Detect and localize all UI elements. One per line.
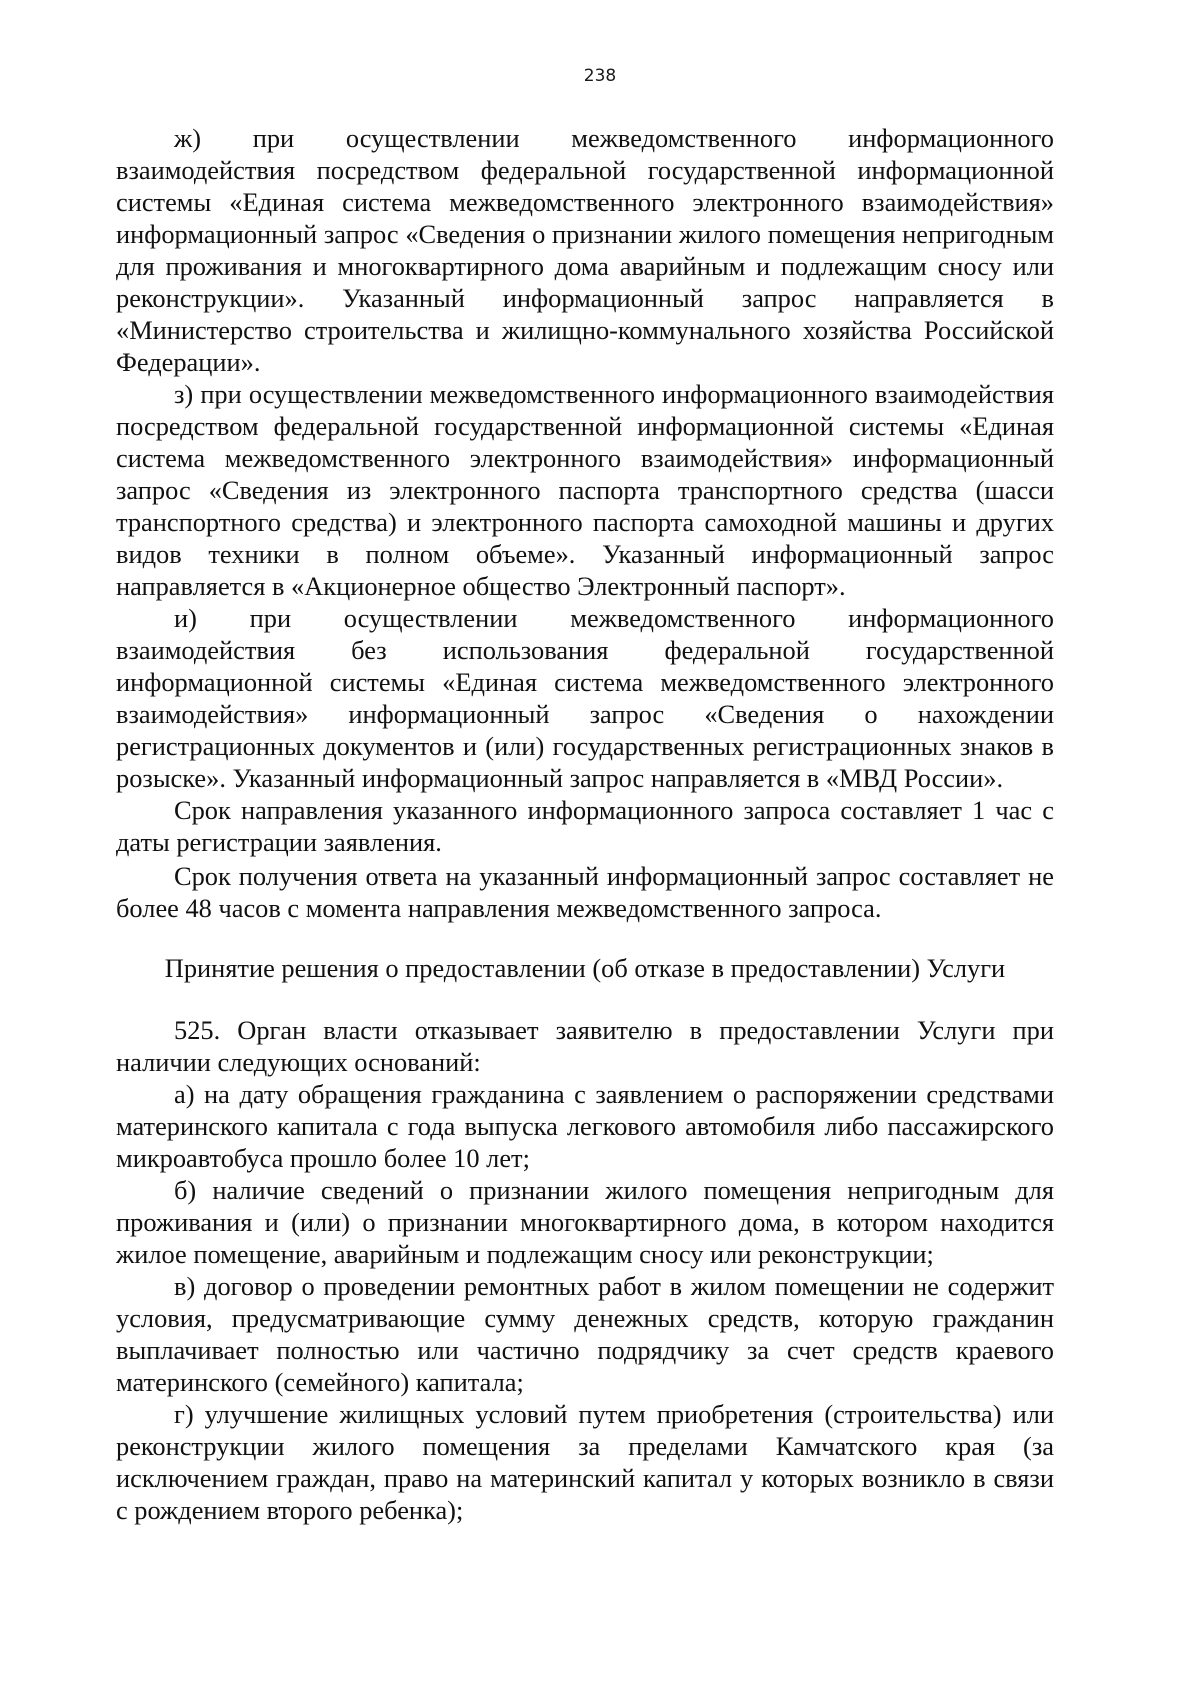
paragraph-v: в) договор о проведении ремонтных работ в жилом помещении не содержит условия, предусматривающие сумму денежных средств, которую гражданин выплачивает полностью или частично подрядчику за счет средств краевого материнского (семейного) капитала; <box>116 1271 1054 1397</box>
document-body <box>116 122 1054 1526</box>
paragraph-g: г) улучшение жилищных условий путем приобретения (строительства) или реконструкции жилого помещения за пределами Камчатского края (за исключением граждан, право на материнский капитал у которых возникло в связи с рождением второго ребенка); <box>116 1399 1054 1525</box>
paragraph-zh: ж) при осуществлении межведомственного информационного взаимодействия посредством федеральной государственной информационной системы «Единая система межведомственного электронного взаимодействия» информационный запрос «Сведения о признании жилого помещения непригодным для проживания и многоквартирного дома аварийным и подлежащим сносу или реконструкции». Указанный информационный запрос направляется в «Министерство строительства и жилищно-коммунального хозяйства Российской Федерации». <box>116 123 1054 377</box>
paragraph-z: з) при осуществлении межведомственного информационного взаимодействия посредством федеральной государственной информационной системы «Единая система межведомственного электронного взаимодействия» информационный запрос «Сведения из электронного паспорта транспортного средства (шасси транспортного средства) и электронного паспорта самоходной машины и других видов техники в полном объеме». Указанный информационный запрос направляется в «Акционерное общество Электронный паспорт». <box>116 379 1054 601</box>
paragraph-response-deadline: Срок получения ответа на указанный информационный запрос составляет не более 48 часов с момента направления межведомственного запроса. <box>116 861 1054 923</box>
paragraph-i: и) при осуществлении межведомственного информационного взаимодействия без использования федеральной государственной информационной системы «Единая система межведомственного электронного взаимодействия» информационный запрос «Сведения о нахождении регистрационных документов и (или) государственных регистрационных знаков в розыске». Указанный информационный запрос направляется в «МВД России». <box>116 603 1054 793</box>
page-number: 238 <box>583 66 617 86</box>
paragraph-request-deadline: Срок направления указанного информационного запроса составляет 1 час с даты регистрации заявления. <box>116 795 1054 857</box>
section-heading: Принятие решения о предоставлении (об отказе в предоставлении) Услуги <box>164 953 1006 983</box>
paragraph-525: 525. Орган власти отказывает заявителю в предоставлении Услуги при наличии следующих оснований: <box>116 1015 1054 1077</box>
paragraph-a: а) на дату обращения гражданина с заявлением о распоряжении средствами материнского капитала с года выпуска легкового автомобиля либо пассажирского микроавтобуса прошло более 10 лет; <box>116 1079 1054 1173</box>
paragraph-b: б) наличие сведений о признании жилого помещения непригодным для проживания и (или) о признании многоквартирного дома, в котором находится жилое помещение, аварийным и подлежащим сносу или реконструкции; <box>116 1175 1054 1269</box>
